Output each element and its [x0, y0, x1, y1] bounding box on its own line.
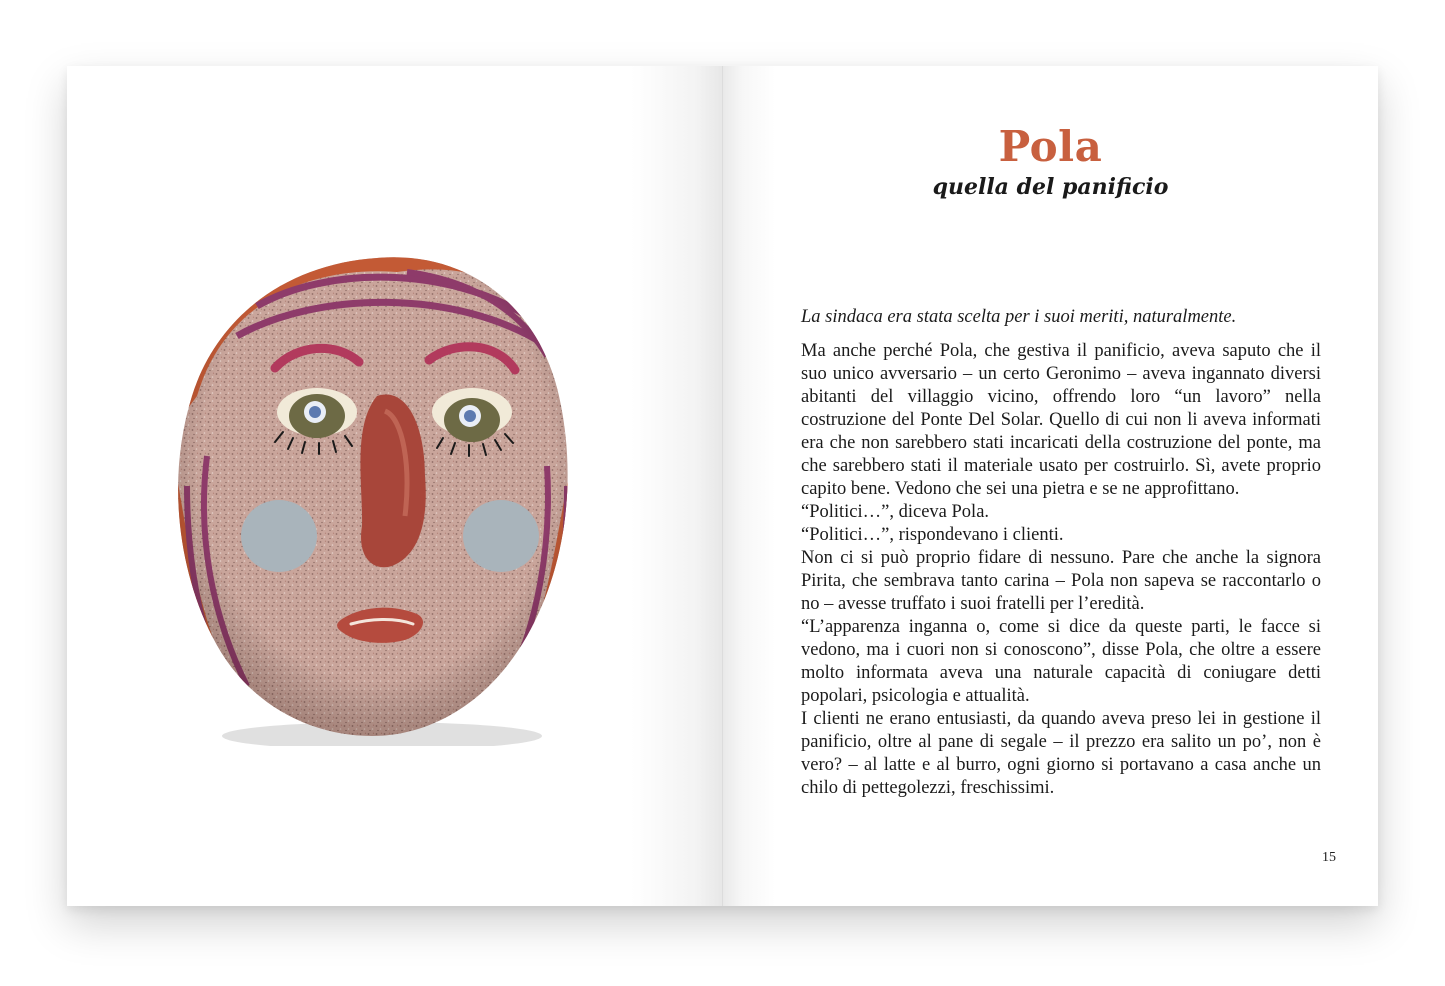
- paragraph: “L’apparenza inganna o, come si dice da queste parti, le facce si vedono, ma i cuori non si conoscono”, disse Pola, che oltre a essere molto informata aveva una naturale capacità di coniugare detti popolari, psicologia e attualità.: [801, 617, 1321, 706]
- chapter-title: Pola: [998, 122, 1103, 171]
- chapter-subtitle: quella del panificio: [932, 174, 1169, 200]
- paragraph: “Politici…”, diceva Pola.: [801, 502, 990, 522]
- book-spread: [67, 66, 1378, 906]
- paragraph: Non ci si può proprio fidare di nessuno. Pare che anche la signora Pirita, che sembrava tanto carina – Pola non sapeva se raccontarlo o no – avesse truffato i suoi fratelli per l’eredità.: [801, 548, 1321, 614]
- paragraph: I clienti ne erano entusiasti, da quando aveva preso lei in gestione il panificio, oltre al pane di segale – il prezzo era salito un po’, non è vero? – al latte e al burro, ogni giorno si portavano a casa anche un chilo di pettegolezzi, freschissimi.: [801, 709, 1321, 798]
- paragraph: “Politici…”, rispondevano i clienti.: [801, 525, 1064, 545]
- body-text: [801, 340, 1321, 800]
- right-page: [723, 66, 1378, 906]
- left-page: [67, 66, 723, 906]
- intro-line: La sindaca era stata scelta per i suoi meriti, naturalmente.: [801, 307, 1237, 327]
- paragraph: Ma anche perché Pola, che gestiva il panificio, aveva saputo che il suo unico avversario – un certo Geronimo – aveva ingannato diversi abitanti del villaggio vicino, offrendo loro “un lavoro” nella costruzione del Ponte Del Solar. Quello di cui non li aveva informati era che non sarebbero stati incaricati della costruzione del ponte, ma che sarebbero stati il materiale usato per costruirlo. Sì, avete proprio capito bene. Vedono che sei una pietra e se ne approfittano.: [801, 341, 1321, 499]
- page-number: 15: [1322, 850, 1336, 865]
- painted-stone-face-illustration: [167, 236, 587, 746]
